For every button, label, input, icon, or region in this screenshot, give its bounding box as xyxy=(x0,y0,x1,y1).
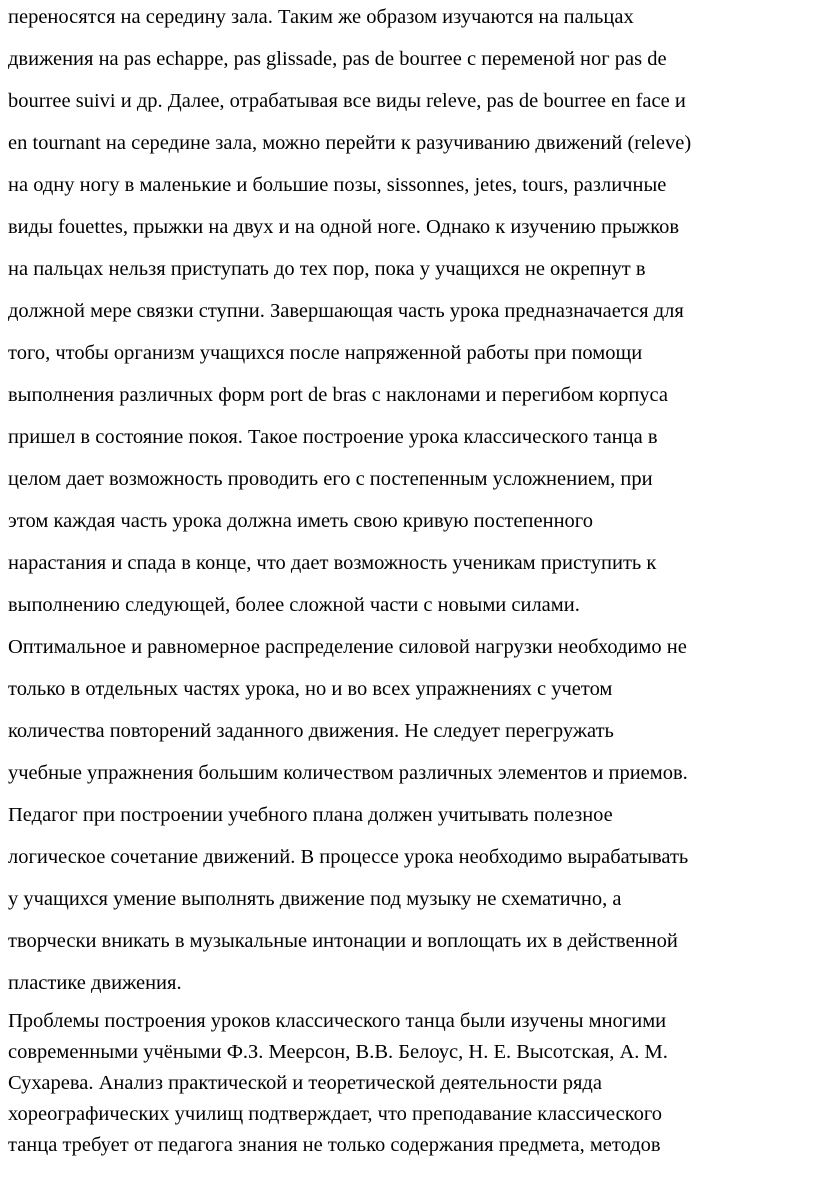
text-line: пришел в состояние покоя. Такое построение урока классического танца в xyxy=(8,426,658,448)
text-line: выполнения различных форм port de bras с наклонами и перегибом корпуса xyxy=(8,384,668,406)
text-line: этом каждая часть урока должна иметь свою кривую постепенного xyxy=(8,510,593,532)
text-line: только в отдельных частях урока, но и во всех упражнениях с учетом xyxy=(8,678,613,700)
text-line: учебные упражнения большим количеством различных элементов и приемов. xyxy=(8,762,688,784)
text-line: Сухарева. Анализ практической и теоретической деятельности ряда xyxy=(8,1072,602,1094)
text-line: выполнению следующей, более сложной части с новыми силами. xyxy=(8,594,580,616)
text-line: целом дает возможность проводить его с постепенным усложнением, при xyxy=(8,468,653,490)
text-line: движения на pas echappe, pas glissade, pas de bourree с переменой ног pas de xyxy=(8,48,667,70)
text-line: Проблемы построения уроков классического танца были изучены многими xyxy=(8,1010,667,1032)
text-line: творчески вникать в музыкальные интонации и воплощать их в действенной xyxy=(8,930,678,952)
text-line: пластике движения. xyxy=(8,972,182,994)
text-line: на пальцах нельзя приступать до тех пор, пока у учащихся не окрепнут в xyxy=(8,258,646,280)
text-line: переносятся на середину зала. Таким же образом изучаются на пальцах xyxy=(8,6,634,28)
text-line: Педагог при построении учебного плана должен учитывать полезное xyxy=(8,804,613,826)
text-line: bourree suivi и др. Далее, отрабатывая все виды releve, pas de bourree en face и xyxy=(8,90,686,112)
text-line: того, чтобы организм учащихся после напряженной работы при помощи xyxy=(8,342,643,364)
paragraph-second xyxy=(8,1006,816,1161)
paragraph-main xyxy=(8,0,816,1004)
text-line: количества повторений заданного движения. Не следует перегружать xyxy=(8,720,614,742)
text-line: Оптимальное и равномерное распределение силовой нагрузки необходимо не xyxy=(8,636,687,658)
text-line: en tournant на середине зала, можно перейти к разучиванию движений (releve) xyxy=(8,132,692,154)
text-line: современными учёными Ф.З. Меерсон, В.В. Белоус, Н. Е. Высотская, А. М. xyxy=(8,1041,668,1063)
text-line: должной мере связки ступни. Завершающая часть урока предназначается для xyxy=(8,300,684,322)
text-line: на одну ногу в маленькие и большие позы, sissonnes, jetes, tours, различные xyxy=(8,174,667,196)
text-line: логическое сочетание движений. В процессе урока необходимо вырабатывать xyxy=(8,846,689,868)
text-line: у учащихся умение выполнять движение под музыку не схематично, а xyxy=(8,888,622,910)
text-line: нарастания и спада в конце, что дает возможность ученикам приступить к xyxy=(8,552,657,574)
text-line: танца требует от педагога знания не только содержания предмета, методов xyxy=(8,1134,661,1156)
text-line: виды fouettes, прыжки на двух и на одной ноге. Однако к изучению прыжков xyxy=(8,216,680,238)
text-line: хореографических училищ подтверждает, что преподавание классического xyxy=(8,1103,662,1125)
